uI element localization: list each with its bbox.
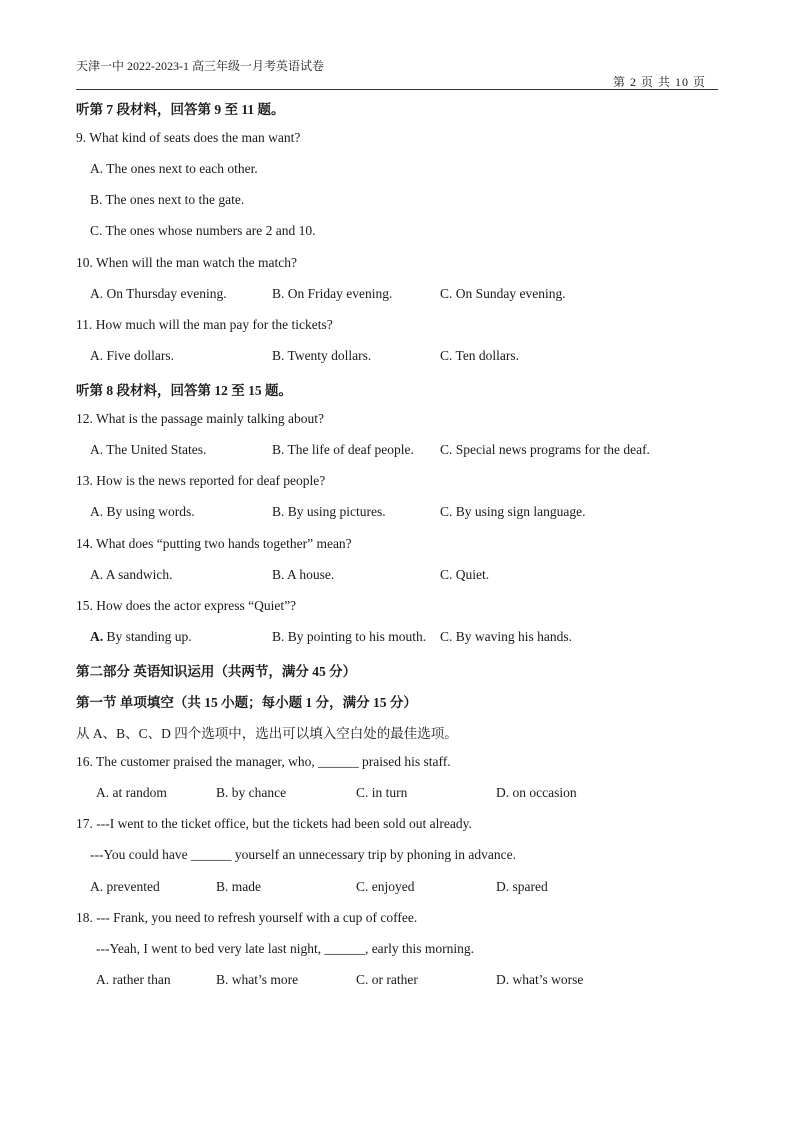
q17-option-a: A. prevented (90, 879, 160, 894)
header-rule (76, 89, 718, 90)
q12-option-c: C. Special news programs for the deaf. (440, 442, 650, 457)
q11-option-a: A. Five dollars. (90, 348, 174, 363)
q13-option-b: B. By using pictures. (272, 504, 386, 519)
section-1-heading: 第一节 单项填空（共 15 小题；每小题 1 分，满分 15 分） (76, 695, 417, 710)
section-7-heading: 听第 7 段材料，回答第 9 至 11 题。 (76, 102, 285, 117)
header-left: 天津一中 2022-2023-1 高三年级一月考英语试卷 (76, 59, 324, 73)
header-page-number: 第 2 页 共 10 页 (612, 75, 706, 89)
q15-option-a-text: By standing up. (103, 629, 192, 644)
q14-option-a: A. A sandwich. (90, 567, 173, 582)
q9-option-c: C. The ones whose numbers are 2 and 10. (90, 223, 316, 238)
q9-option-a: A. The ones next to each other. (90, 161, 258, 176)
q17-option-b: B. made (216, 879, 261, 894)
q18-option-a: A. rather than (96, 972, 171, 987)
q15-option-b: B. By pointing to his mouth. (272, 629, 427, 644)
q17-reply: ---You could have ______ yourself an unnecessary trip by phoning in advance. (90, 847, 517, 862)
q10-option-a: A. On Thursday evening. (90, 286, 227, 301)
q18-option-c: C. or rather (356, 972, 418, 987)
q18-reply: ---Yeah, I went to bed very late last night, ______, early this morning. (96, 941, 475, 956)
q17-stem: 17. ---I went to the ticket office, but the tickets had been sold out already. (76, 816, 472, 831)
q17-option-d: D. spared (496, 879, 548, 894)
q16-stem: 16. The customer praised the manager, who, ______ praised his staff. (76, 754, 451, 769)
q16-option-a: A. at random (96, 785, 167, 800)
section-8-heading: 听第 8 段材料，回答第 12 至 15 题。 (76, 383, 292, 398)
q10-option-b: B. On Friday evening. (272, 286, 393, 301)
q13-stem: 13. How is the news reported for deaf people? (76, 473, 326, 488)
q12-option-b: B. The life of deaf people. (272, 442, 414, 457)
q10-stem: 10. When will the man watch the match? (76, 255, 297, 270)
q18-option-d: D. what’s worse (496, 972, 584, 987)
q11-stem: 11. How much will the man pay for the tickets? (76, 317, 333, 332)
q15-option-c: C. By waving his hands. (440, 629, 573, 644)
q15-option-a (90, 629, 192, 645)
q11-option-b: B. Twenty dollars. (272, 348, 372, 363)
q16-option-b: B. by chance (216, 785, 287, 800)
q15-option-a-letter: A. (90, 629, 104, 644)
instruction: 从 A、B、C、D 四个选项中，选出可以填入空白处的最佳选项。 (76, 726, 458, 741)
q14-stem: 14. What does “putting two hands together” mean? (76, 536, 352, 551)
q13-option-a: A. By using words. (90, 504, 195, 519)
q12-stem: 12. What is the passage mainly talking about? (76, 411, 324, 426)
q12-option-a: A. The United States. (90, 442, 207, 457)
q9-stem: 9. What kind of seats does the man want? (76, 130, 301, 145)
q14-option-c: C. Quiet. (440, 567, 490, 582)
q14-option-b: B. A house. (272, 567, 335, 582)
q10-option-c: C. On Sunday evening. (440, 286, 566, 301)
q17-option-c: C. enjoyed (356, 879, 415, 894)
q9-option-b: B. The ones next to the gate. (90, 192, 245, 207)
q15-stem: 15. How does the actor express “Quiet”? (76, 598, 297, 613)
q13-option-c: C. By using sign language. (440, 504, 586, 519)
q16-option-c: C. in turn (356, 785, 408, 800)
q18-option-b: B. what’s more (216, 972, 299, 987)
q11-option-c: C. Ten dollars. (440, 348, 520, 363)
q16-option-d: D. on occasion (496, 785, 577, 800)
part-2-heading: 第二部分 英语知识运用（共两节，满分 45 分） (76, 664, 357, 679)
q18-stem: 18. --- Frank, you need to refresh yourself with a cup of coffee. (76, 910, 418, 925)
